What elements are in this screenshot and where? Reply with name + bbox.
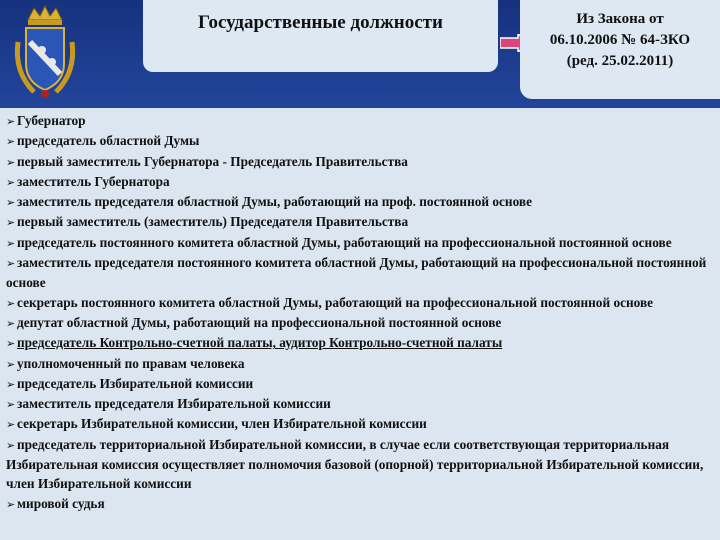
list-item: ➢ секретарь Избирательной комиссии, член Избирательной комиссии [6,414,714,434]
arrow-bullet-icon: ➢ [6,115,16,128]
list-item: ➢ Губернатор [6,111,714,131]
arrow-bullet-icon: ➢ [6,216,16,230]
list-item: ➢ депутат областной Думы, работающий на профессиональной постоянной основе [6,313,714,333]
arrow-bullet-icon: ➢ [6,316,16,330]
arrow-bullet-icon: ➢ [6,377,16,391]
list-item: ➢ заместитель председателя областной Думы, работающий на проф. постоянной основе [6,192,714,212]
list-item: ➢ заместитель председателя постоянного комитета областной Думы, работающий на профессиональной постоянной основе [6,255,707,291]
positions-list [0,108,720,540]
list-item: ➢ уполномоченный по правам человека [6,354,714,374]
law-reference-line: Из Закона от [576,11,664,27]
arrow-bullet-icon: ➢ [6,135,16,149]
list-item: ➢ первый заместитель Губернатора - Председатель Правительства [6,152,714,172]
list-item: ➢ председатель Контрольно-счетной палаты, аудитор Контрольно-счетной палаты [6,333,714,353]
arrow-bullet-icon: ➢ [6,175,16,189]
arrow-bullet-icon: ➢ [6,438,16,452]
arrow-bullet-icon: ➢ [6,236,16,250]
list-item: ➢ мировой судья [6,494,714,514]
law-reference-line: (ред. 25.02.2011) [566,53,674,69]
list-item: ➢ заместитель Губернатора [6,172,714,192]
arrow-bullet-icon: ➢ [6,296,16,310]
list-item: ➢ первый заместитель (заместитель) Председателя Правительства [6,212,714,232]
list-item: ➢ председатель Избирательной комиссии [6,374,714,394]
list-item: ➢ председатель территориальной Избирательной комиссии, в случае если соответствующая территориальная Избирательная комиссия осуществляет полномочия базовой (опорной) территориальной Избирательной комиссии, член Избирательной комиссии [6,436,704,492]
arrow-bullet-icon: ➢ [6,497,16,511]
page-title-box [143,0,498,72]
arrow-bullet-icon: ➢ [6,257,16,271]
list-item: ➢ заместитель председателя Избирательной комиссии [6,394,714,414]
arrow-bullet-icon: ➢ [6,357,16,371]
arrow-bullet-icon: ➢ [6,398,16,412]
arrow-bullet-icon: ➢ [6,155,16,169]
law-reference-box [520,0,720,99]
list-item: ➢ председатель постоянного комитета областной Думы, работающий на профессиональной постоянной основе [6,233,714,253]
arrow-bullet-icon: ➢ [6,418,16,432]
list-item: ➢ секретарь постоянного комитета областной Думы, работающий на профессиональной постоянной основе [6,293,714,313]
list-item: ➢ председатель областной Думы [6,131,714,151]
arrow-bullet-icon: ➢ [6,337,16,351]
coat-of-arms-icon [4,2,86,102]
page-title: Государственные должности [198,12,443,33]
arrow-bullet-icon: ➢ [6,196,16,210]
law-reference-line: 06.10.2006 № 64-ЗКО [549,32,691,48]
